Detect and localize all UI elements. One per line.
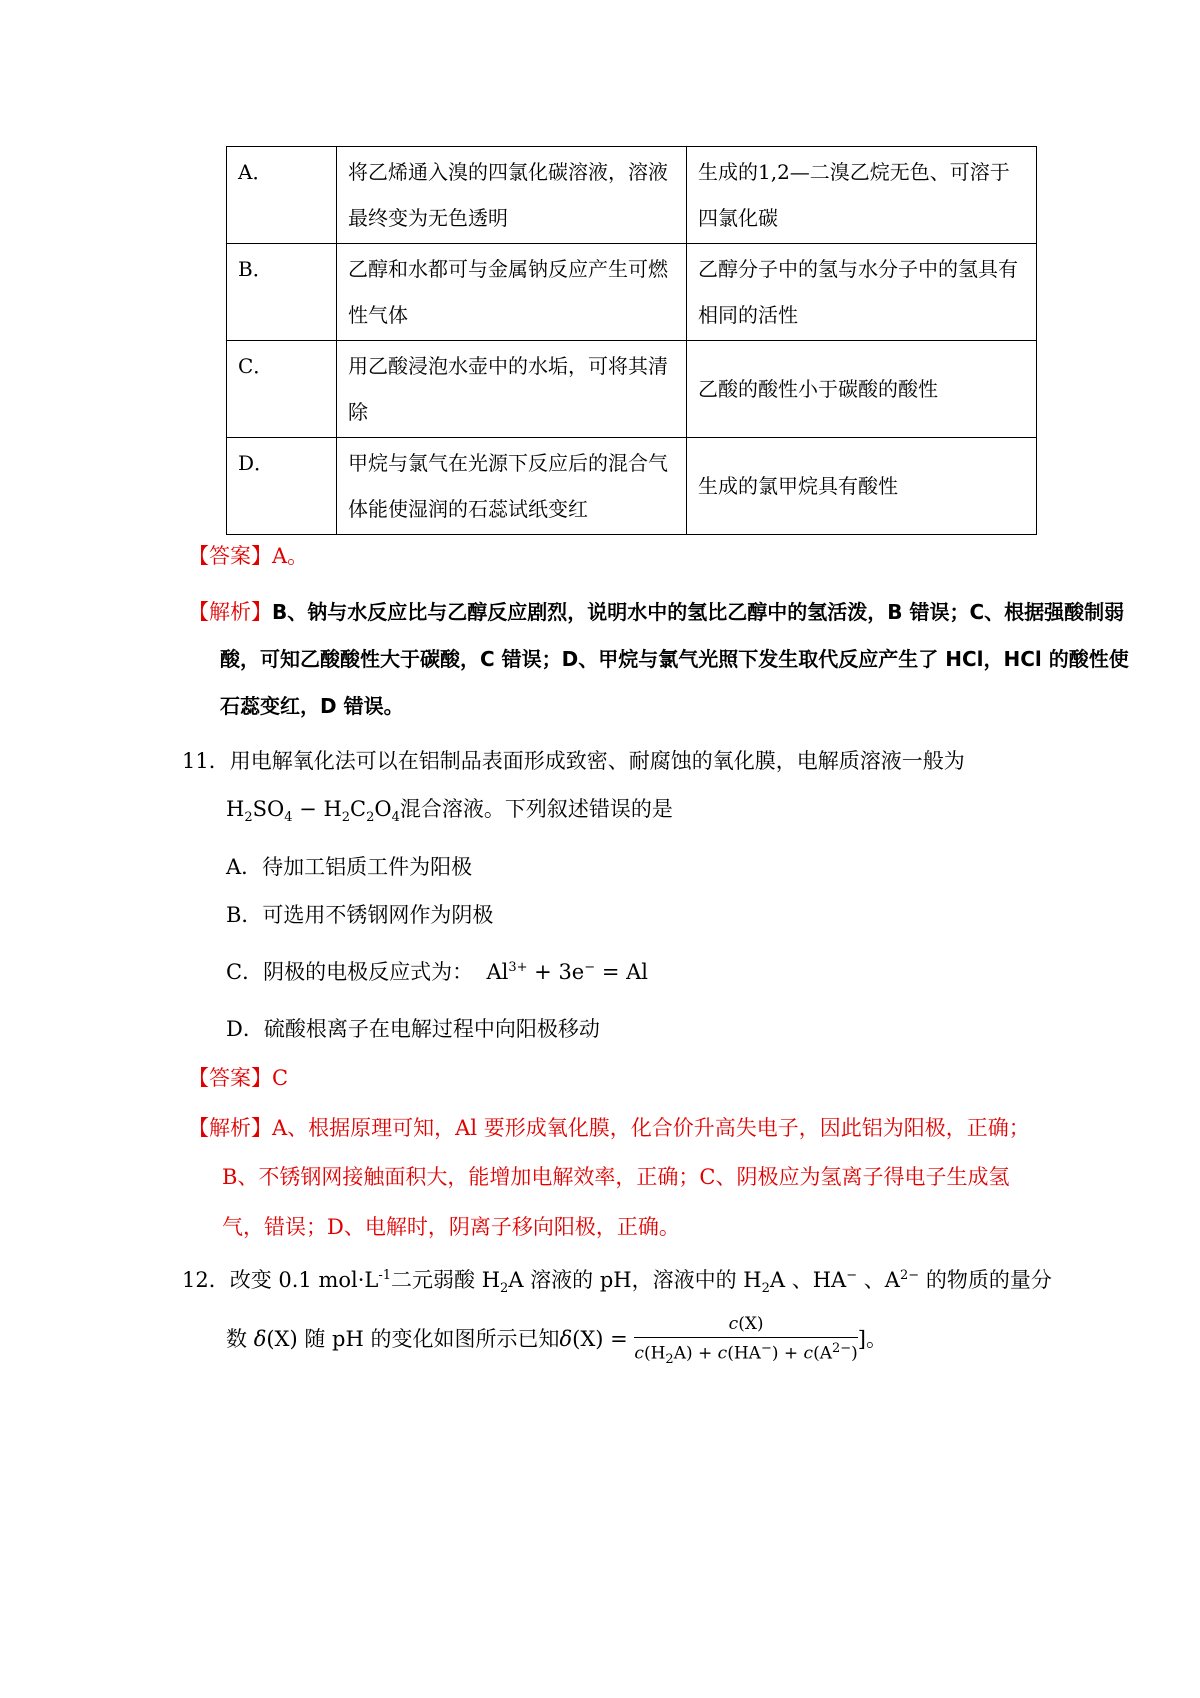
stem-text: 二元弱酸 xyxy=(391,1268,476,1292)
q12-stem-line-1 xyxy=(182,1264,1052,1296)
analysis-text: A、根据原理可知，Al 要形成氧化膜，化合价升高失电子，因此铝为阳极，正确； xyxy=(272,1116,1030,1140)
stem-text: ]。 xyxy=(857,1327,887,1352)
q12-stem-line-2 xyxy=(226,1314,887,1367)
q11-analysis-line-3: 气，错误；D、电解时，阴离子移向阳极，正确。 xyxy=(222,1215,680,1239)
q10-analysis-line-3: 石蕊变红，D 错误。 xyxy=(220,694,404,718)
table-row xyxy=(227,147,1037,244)
analysis-text: B、钠与水反应比与乙醇反应剧烈，说明水中的氢比乙醇中的氢活泼，B 错误；C、根据强酸制弱 xyxy=(272,600,1125,624)
stem-text: 的物质的量分 xyxy=(925,1268,1052,1292)
statement-cell: 将乙烯通入溴的四氯化碳溶液，溶液最终变为无色透明 xyxy=(337,147,687,244)
explanation-cell: 乙酸的酸性小于碳酸的酸性 xyxy=(687,341,1037,438)
table-row xyxy=(227,438,1037,535)
explanation-cell: 生成的氯甲烷具有酸性 xyxy=(687,438,1037,535)
q11-option-b: B．可选用不锈钢网作为阴极 xyxy=(226,903,494,927)
q10-analysis-line-1 xyxy=(188,596,1124,626)
formula: $H_2A$ xyxy=(475,1268,531,1297)
explanation-cell: 乙醇分子中的氢与水分子中的氢具有相同的活性 xyxy=(687,244,1037,341)
answer-tag: 【答案】 xyxy=(188,1066,272,1090)
table-row xyxy=(227,341,1037,438)
equation: $Al^{3+} + 3e^- = Al$ xyxy=(479,960,648,984)
answer-value: C xyxy=(272,1066,289,1090)
q11-analysis-line-2: B、不锈钢网接触面积大，能增加电解效率，正确；C、阴极应为氢离子得电子生成氢 xyxy=(222,1165,1010,1189)
option-label: A． xyxy=(227,147,337,244)
answer-tag: 【答案】 xyxy=(188,544,272,568)
stem-text: 溶液的 pH，溶液中的 xyxy=(530,1268,737,1292)
stem-text: 随 pH 的变化如图所示已知 xyxy=(304,1327,560,1352)
analysis-tag: 【解析】 xyxy=(188,600,272,624)
q11-analysis-line-1 xyxy=(188,1112,1030,1142)
formula: $H_2SO_4 - H_2C_2O_4$ xyxy=(226,797,400,826)
q11-option-a: A．待加工铝质工件为阳极 xyxy=(226,855,473,879)
statement-cell: 甲烷与氯气在光源下反应后的混合气体能使湿润的石蕊试纸变红 xyxy=(337,438,687,535)
q11-answer xyxy=(188,1062,288,1092)
option-label: B． xyxy=(227,244,337,341)
q10-analysis-line-2: 酸，可知乙酸酸性大于碳酸，C 错误；D、甲烷与氯气光照下发生取代反应产生了 HCl，HCl 的酸性使 xyxy=(220,647,1129,671)
stem-text: 混合溶液。下列叙述错误的是 xyxy=(399,797,673,821)
options-table xyxy=(226,146,1037,535)
option-label: C． xyxy=(227,341,337,438)
stem-text: 数 xyxy=(226,1327,247,1352)
formula: δ(X) xyxy=(253,1327,305,1352)
species: $H_2A$ 、HA− 、$A^{2-}$ xyxy=(736,1268,920,1297)
q10-answer xyxy=(188,540,308,570)
stem-text: 12．改变 0.1 xyxy=(182,1268,312,1292)
q11-stem-line-2 xyxy=(226,793,673,825)
unit: $mol\cdot L^{-1}$ xyxy=(311,1268,392,1292)
option-label: D． xyxy=(227,438,337,535)
statement-cell: 乙醇和水都可与金属钠反应产生可燃性气体 xyxy=(337,244,687,341)
q11-option-d: D．硫酸根离子在电解过程中向阳极移动 xyxy=(226,1017,600,1041)
q11-stem-line-1: 11．用电解氧化法可以在铝制品表面形成致密、耐腐蚀的氧化膜，电解质溶液一般为 xyxy=(182,749,965,773)
analysis-tag: 【解析】 xyxy=(188,1116,272,1140)
statement-cell: 用乙酸浸泡水壶中的水垢，可将其清除 xyxy=(337,341,687,438)
q11-option-c xyxy=(226,956,648,986)
table-row xyxy=(227,244,1037,341)
answer-value: A。 xyxy=(272,544,309,568)
option-text: C．阴极的电极反应式为： xyxy=(226,960,474,984)
formula: δ(X) = xyxy=(559,1327,635,1352)
fraction: $\frac{c(X)}{c(H_2A) + c(HA^-) + c(A^{2-})}$ xyxy=(634,1314,858,1368)
explanation-cell: 生成的1,2—二溴乙烷无色、可溶于四氯化碳 xyxy=(687,147,1037,244)
